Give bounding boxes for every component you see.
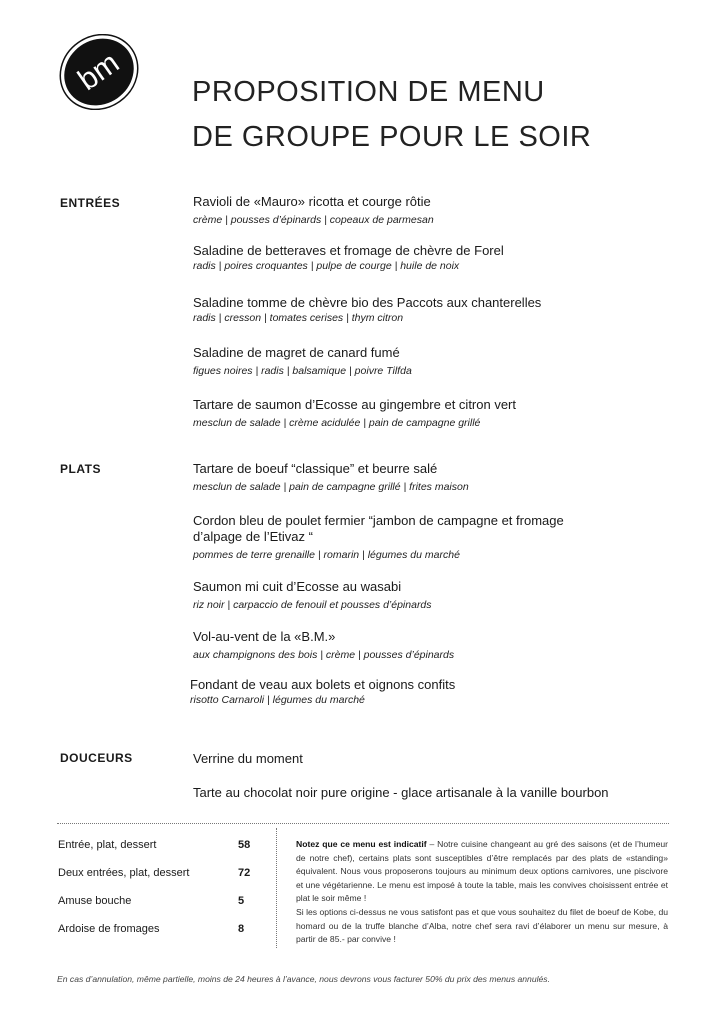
section-label-douceurs: DOUCEURS	[60, 751, 133, 765]
dish-name: Cordon bleu de poulet fermier “jambon de campagne et fromage d’alpage de l’Etivaz “	[193, 513, 564, 544]
menu-item	[193, 243, 633, 273]
section-label-entrees: ENTRÉES	[60, 196, 121, 210]
menu-item	[193, 785, 653, 801]
menu-item	[193, 295, 633, 325]
dish-name: Saladine tomme de chèvre bio des Paccots aux chanterelles	[193, 295, 542, 310]
dish-name: Fondant de veau aux bolets et oignons confits	[190, 677, 456, 692]
note-text-2: Si les options ci-dessus ne vous satisfont pas et que vous souhaitez du filet de boeuf de Kobe, du homard ou de la truffe blanche d’Alba, notre chef sera ravi d’élaborer un menu sur mesure, à partir de 85.- par convive !	[296, 906, 668, 945]
dish-name: Saladine de magret de canard fumé	[193, 345, 400, 360]
dish-description: aux champignons des bois | crème | pousses d’épinards	[193, 649, 455, 661]
price-value: 58	[238, 839, 251, 851]
page-title	[192, 70, 591, 160]
dish-description: mesclun de salade | crème acidulée | pain de campagne grillé	[193, 417, 481, 429]
dish-description: mesclun de salade | pain de campagne grillé | frites maison	[193, 481, 469, 493]
logo	[57, 34, 141, 110]
vertical-dotted-divider	[276, 828, 277, 948]
menu-item	[193, 751, 633, 767]
price-value: 72	[238, 867, 251, 879]
menu-item	[190, 677, 630, 707]
menu-item	[193, 629, 633, 662]
dish-name: Verrine du moment	[193, 751, 303, 766]
dish-description: figues noires | radis | balsamique | poivre Tilfda	[193, 365, 412, 377]
dish-name: Ravioli de «Mauro» ricotta et courge rôtie	[193, 194, 431, 209]
logo-mark	[57, 34, 141, 110]
section-label-plats: PLATS	[60, 462, 101, 476]
menu-item	[193, 513, 613, 562]
price-value: 8	[238, 923, 245, 935]
cancellation-notice: En cas d’annulation, même partielle, moins de 24 heures à l’avance, nous devrons vous facturer 50% du prix des menus annulés.	[57, 974, 550, 984]
menu-item	[193, 345, 633, 378]
price-label: Entrée, plat, dessert	[58, 839, 157, 851]
menu-item	[193, 461, 633, 494]
note-heading: Notez que ce menu est indicatif	[296, 839, 427, 849]
menu-note	[296, 838, 668, 947]
menu-item	[193, 579, 633, 612]
dish-description: radis | cresson | tomates cerises | thym citron	[193, 312, 404, 324]
dish-description: risotto Carnaroli | légumes du marché	[190, 694, 365, 706]
dish-name: Tartare de saumon d’Ecosse au gingembre et citron vert	[193, 397, 517, 412]
note-text: – Notre cuisine changeant au gré des saisons (et de l’humeur de notre chef), certains plats sont susceptibles d’être remplacés par des plats de «standing» équivalent. Nous vous proposerons toujours au minimum deux options carnivores, une piscivore et une végétarienne. Le menu est imposé à toute la table, mais les convives choisissent entrée et plat le soir même !	[296, 839, 669, 904]
menu-item	[193, 194, 633, 227]
dish-name: Vol-au-vent de la «B.M.»	[193, 629, 336, 644]
title-line-1: PROPOSITION DE MENU	[192, 76, 545, 108]
dish-name: Saladine de betteraves et fromage de chèvre de Forel	[193, 243, 504, 258]
dish-description: crème | pousses d’épinards | copeaux de parmesan	[193, 214, 434, 226]
logo-text: bm	[72, 46, 126, 98]
price-label: Deux entrées, plat, dessert	[58, 867, 190, 879]
dish-description: radis | poires croquantes | pulpe de courge | huile de noix	[193, 260, 460, 272]
dish-name: Tarte au chocolat noir pure origine - glace artisanale à la vanille bourbon	[193, 785, 609, 800]
price-label: Ardoise de fromages	[58, 923, 160, 935]
dotted-divider	[57, 823, 669, 824]
price-value: 5	[238, 895, 245, 907]
dish-name: Saumon mi cuit d’Ecosse au wasabi	[193, 579, 402, 594]
menu-item	[193, 397, 633, 430]
dish-description: riz noir | carpaccio de fenouil et pousses d’épinards	[193, 599, 432, 611]
price-label: Amuse bouche	[58, 895, 132, 907]
title-line-2: DE GROUPE POUR LE SOIR	[192, 121, 592, 153]
dish-name: Tartare de boeuf “classique” et beurre salé	[193, 461, 438, 476]
dish-description: pommes de terre grenaille | romarin | légumes du marché	[193, 549, 460, 561]
